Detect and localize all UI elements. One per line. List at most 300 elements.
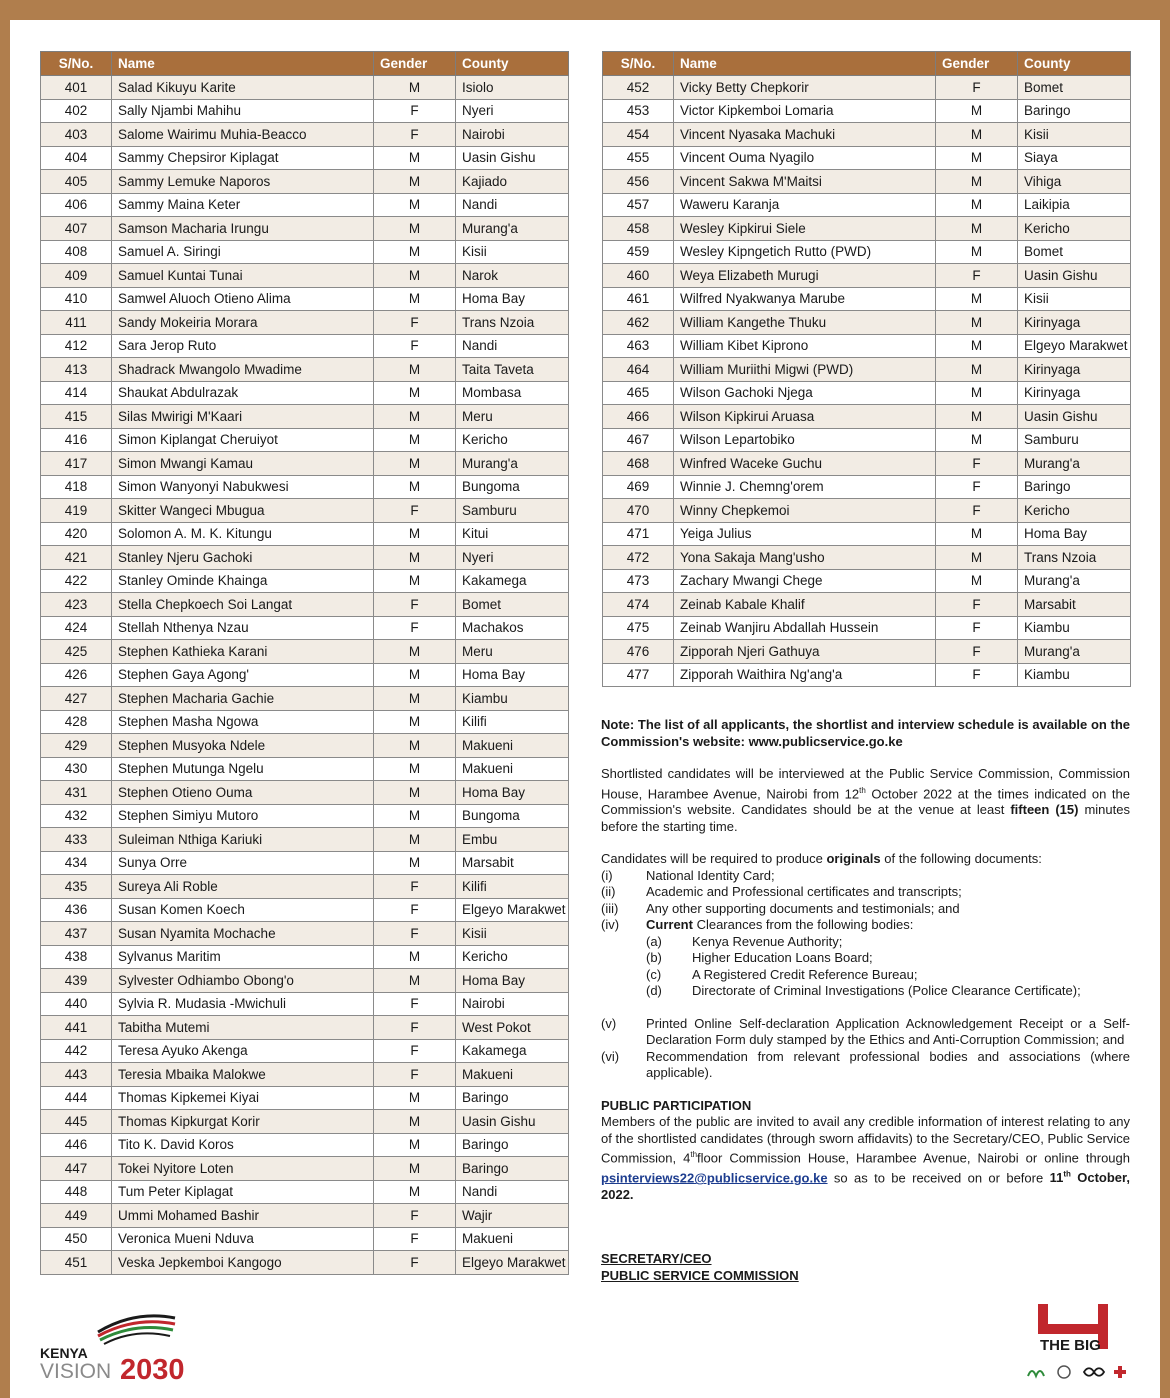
table-row: [41, 1063, 569, 1087]
cell-sno: 450: [41, 1227, 112, 1251]
cell-gender: M: [374, 687, 456, 711]
cell-county: Kitui: [456, 522, 569, 546]
interview-sup: th: [859, 785, 866, 795]
interview-bold: fifteen (15): [1010, 802, 1079, 818]
cell-name: Susan Nyamita Mochache: [112, 922, 374, 946]
cell-county: Kirinyaga: [1018, 381, 1131, 405]
cell-county: Uasin Gishu: [456, 1110, 569, 1134]
cell-sno: 413: [41, 358, 112, 382]
cell-gender: M: [936, 358, 1018, 382]
cell-name: Wilson Lepartobiko: [674, 428, 936, 452]
cell-name: Samuel A. Siringi: [112, 240, 374, 264]
cell-name: Wilson Kipkirui Aruasa: [674, 405, 936, 429]
doc-text: Academic and Professional certificates and transcripts;: [646, 884, 962, 900]
cell-county: Homa Bay: [456, 781, 569, 805]
pp-text: Members of the public are invited to avail any credible information of interest relating to any of the shortlisted candidates (through sworn affidavits) to the Secretary/CEO, Public Service Commission, 4: [601, 1114, 1130, 1166]
cell-gender: M: [374, 240, 456, 264]
cell-gender: M: [374, 546, 456, 570]
table-row: [41, 358, 569, 382]
cell-sno: 458: [603, 217, 674, 241]
leaf-icon: [1028, 1371, 1044, 1376]
cell-county: Nairobi: [456, 123, 569, 147]
cell-county: Kisii: [456, 922, 569, 946]
cell-name: Stephen Simiyu Mutoro: [112, 804, 374, 828]
shortlist-table-left: [40, 51, 569, 1275]
cell-name: Suleiman Nthiga Kariuki: [112, 828, 374, 852]
cell-name: Sammy Lemuke Naporos: [112, 170, 374, 194]
table-row: [41, 1204, 569, 1228]
cell-sno: 411: [41, 311, 112, 335]
table-row: [41, 287, 569, 311]
pp-date: 11: [1049, 1170, 1064, 1186]
public-participation-paragraph: [601, 1114, 1130, 1203]
doc-item: [601, 1016, 1130, 1049]
cell-gender: F: [374, 1227, 456, 1251]
cell-county: West Pokot: [456, 1016, 569, 1040]
cell-name: Tito K. David Koros: [112, 1133, 374, 1157]
cell-sno: 454: [603, 123, 674, 147]
cell-name: Ummi Mohamed Bashir: [112, 1204, 374, 1228]
cell-sno: 462: [603, 311, 674, 335]
cell-gender: M: [374, 757, 456, 781]
cell-gender: F: [936, 264, 1018, 288]
doc-text: Printed Online Self-declaration Application Acknowledgement Receipt or a Self-Declaration Form duly stamped by the Ethics and Anti-Corruption Commission; and: [646, 1015, 1130, 1048]
cell-gender: M: [374, 1157, 456, 1181]
doc-number: (iv): [601, 917, 620, 933]
cell-county: Trans Nzoia: [456, 311, 569, 335]
cell-name: Wilfred Nyakwanya Marube: [674, 287, 936, 311]
cell-sno: 434: [41, 851, 112, 875]
cell-sno: 461: [603, 287, 674, 311]
cell-name: Wilson Gachoki Njega: [674, 381, 936, 405]
table-row: [41, 851, 569, 875]
cell-sno: 414: [41, 381, 112, 405]
docs-text: Candidates will be required to produce: [601, 851, 827, 867]
table-row: [603, 499, 1131, 523]
documents-list: [601, 868, 1130, 1082]
cell-county: Elgeyo Marakwet: [456, 898, 569, 922]
cell-gender: F: [374, 334, 456, 358]
cell-gender: F: [374, 1016, 456, 1040]
cell-name: Stephen Otieno Ouma: [112, 781, 374, 805]
cell-name: Veronica Mueni Nduva: [112, 1227, 374, 1251]
table-row: [603, 217, 1131, 241]
cell-sno: 427: [41, 687, 112, 711]
doc-item: [601, 1049, 1130, 1082]
cell-county: Trans Nzoia: [1018, 546, 1131, 570]
cell-gender: F: [936, 640, 1018, 664]
cell-sno: 418: [41, 475, 112, 499]
cell-gender: M: [374, 1086, 456, 1110]
cell-gender: M: [374, 1133, 456, 1157]
cell-county: Kakamega: [456, 1039, 569, 1063]
cell-sno: 457: [603, 193, 674, 217]
cell-county: Kericho: [456, 428, 569, 452]
cell-gender: M: [374, 945, 456, 969]
cell-name: Samson Macharia Irungu: [112, 217, 374, 241]
cell-name: Tokei Nyitore Loten: [112, 1157, 374, 1181]
cell-gender: M: [936, 123, 1018, 147]
cell-county: Machakos: [456, 616, 569, 640]
cell-name: Teresa Ayuko Akenga: [112, 1039, 374, 1063]
cell-name: Sylvia R. Mudasia -Mwichuli: [112, 992, 374, 1016]
cell-name: Stephen Masha Ngowa: [112, 710, 374, 734]
cell-name: Yeiga Julius: [674, 522, 936, 546]
website-note: Note: The list of all applicants, the shortlist and interview schedule is available on the Commission's website: www.publicservice.go.ke: [601, 717, 1130, 749]
cell-gender: M: [374, 76, 456, 100]
table-row: [41, 640, 569, 664]
subdoc-letter: (c): [646, 966, 662, 982]
cell-name: Winfred Waceke Guchu: [674, 452, 936, 476]
cell-gender: M: [374, 264, 456, 288]
cell-county: Kiambu: [1018, 616, 1131, 640]
table-row: [41, 405, 569, 429]
cell-county: Kericho: [456, 945, 569, 969]
cell-county: Murang'a: [1018, 452, 1131, 476]
doc-number: (iii): [601, 900, 619, 916]
cell-county: Murang'a: [1018, 569, 1131, 593]
table-row: [41, 76, 569, 100]
cell-sno: 428: [41, 710, 112, 734]
table-row: [603, 381, 1131, 405]
cell-gender: F: [936, 663, 1018, 687]
interview-text: minutes before the starting time.: [601, 802, 1130, 834]
cell-gender: M: [374, 663, 456, 687]
cell-name: Veska Jepkemboi Kangogo: [112, 1251, 374, 1275]
cell-sno: 405: [41, 170, 112, 194]
cell-sno: 475: [603, 616, 674, 640]
cell-county: Uasin Gishu: [456, 146, 569, 170]
cell-county: Kisii: [1018, 287, 1131, 311]
cell-gender: M: [374, 475, 456, 499]
header-name: Name: [112, 52, 374, 76]
cell-county: Marsabit: [1018, 593, 1131, 617]
cell-county: Kilifi: [456, 710, 569, 734]
table-row: [41, 663, 569, 687]
table-row: [41, 1227, 569, 1251]
cell-sno: 420: [41, 522, 112, 546]
cell-county: Meru: [456, 640, 569, 664]
cell-name: Winny Chepkemoi: [674, 499, 936, 523]
cell-name: Zeinab Kabale Khalif: [674, 593, 936, 617]
big4-text: THE BIG: [1040, 1337, 1101, 1354]
cell-gender: F: [936, 76, 1018, 100]
cell-gender: M: [936, 569, 1018, 593]
table-row: [41, 1180, 569, 1204]
cell-name: William Kangethe Thuku: [674, 311, 936, 335]
cell-name: Winnie J. Chemng'orem: [674, 475, 936, 499]
docs-text: of the following documents:: [880, 851, 1042, 867]
cell-gender: F: [374, 992, 456, 1016]
cell-county: Elgeyo Marakwet: [456, 1251, 569, 1275]
cell-sno: 471: [603, 522, 674, 546]
cell-gender: F: [936, 593, 1018, 617]
table-row: [41, 922, 569, 946]
interview-text: October 2022 at the times indicated on the Commission's website. Candidates should be at the venue at least: [601, 785, 1130, 818]
cell-gender: F: [374, 311, 456, 335]
cell-county: Narok: [456, 264, 569, 288]
cell-sno: 415: [41, 405, 112, 429]
table-row: [603, 569, 1131, 593]
cell-sno: 446: [41, 1133, 112, 1157]
cell-county: Kericho: [1018, 217, 1131, 241]
cell-sno: 448: [41, 1180, 112, 1204]
cell-sno: 436: [41, 898, 112, 922]
subdoc-item: [601, 967, 1130, 984]
cell-county: Kirinyaga: [1018, 311, 1131, 335]
cell-gender: F: [374, 123, 456, 147]
cell-name: Stephen Macharia Gachie: [112, 687, 374, 711]
pp-text: floor Commission House, Harambee Avenue, Nairobi or online through: [697, 1150, 1130, 1166]
cell-gender: M: [936, 405, 1018, 429]
cell-county: Elgeyo Marakwet: [1018, 334, 1131, 358]
cell-county: Kisii: [456, 240, 569, 264]
cell-name: Stephen Gaya Agong': [112, 663, 374, 687]
cell-gender: M: [374, 428, 456, 452]
cell-county: Kajiado: [456, 170, 569, 194]
table-row: [41, 1157, 569, 1181]
cell-sno: 474: [603, 593, 674, 617]
cell-sno: 466: [603, 405, 674, 429]
cell-gender: M: [936, 287, 1018, 311]
cell-name: Sandy Mokeiria Morara: [112, 311, 374, 335]
cell-sno: 443: [41, 1063, 112, 1087]
cell-name: Samuel Kuntai Tunai: [112, 264, 374, 288]
table-row: [603, 546, 1131, 570]
table-row: [41, 1039, 569, 1063]
table-row: [41, 522, 569, 546]
cell-sno: 430: [41, 757, 112, 781]
cell-sno: 410: [41, 287, 112, 311]
table-row: [603, 428, 1131, 452]
kenya-vision-2030-logo: [40, 1310, 210, 1390]
doc-text: National Identity Card;: [646, 867, 775, 883]
cell-sno: 407: [41, 217, 112, 241]
cell-county: Baringo: [1018, 475, 1131, 499]
cell-county: Bomet: [1018, 76, 1131, 100]
cell-name: Salome Wairimu Muhia-Beacco: [112, 123, 374, 147]
cell-name: Samwel Aluoch Otieno Alima: [112, 287, 374, 311]
table-header-row: [603, 52, 1131, 76]
cell-gender: M: [936, 193, 1018, 217]
cell-county: Uasin Gishu: [1018, 405, 1131, 429]
cell-county: Nairobi: [456, 992, 569, 1016]
cell-sno: 456: [603, 170, 674, 194]
table-row: [41, 1251, 569, 1275]
cell-county: Uasin Gishu: [1018, 264, 1131, 288]
subdoc-letter: (a): [646, 933, 662, 949]
cell-county: Laikipia: [1018, 193, 1131, 217]
cell-gender: F: [936, 499, 1018, 523]
table-row: [603, 123, 1131, 147]
infinity-icon: [1084, 1368, 1104, 1376]
cell-name: Sureya Ali Roble: [112, 875, 374, 899]
cell-sno: 451: [41, 1251, 112, 1275]
table-row: [41, 99, 569, 123]
cell-name: Stanley Ominde Khainga: [112, 569, 374, 593]
cell-county: Kakamega: [456, 569, 569, 593]
cell-county: Meru: [456, 405, 569, 429]
cell-county: Nandi: [456, 193, 569, 217]
table-row: [41, 546, 569, 570]
table-row: [41, 616, 569, 640]
cell-gender: M: [936, 99, 1018, 123]
cell-county: Nandi: [456, 1180, 569, 1204]
cell-sno: 459: [603, 240, 674, 264]
cell-name: Shadrack Mwangolo Mwadime: [112, 358, 374, 382]
docs-bold: originals: [826, 851, 881, 867]
cell-sno: 469: [603, 475, 674, 499]
cell-county: Bungoma: [456, 475, 569, 499]
cell-name: Shaukat Abdulrazak: [112, 381, 374, 405]
table-row: [603, 76, 1131, 100]
cell-name: Sylvanus Maritim: [112, 945, 374, 969]
cell-name: Victor Kipkemboi Lomaria: [674, 99, 936, 123]
cell-gender: M: [374, 804, 456, 828]
cell-sno: 426: [41, 663, 112, 687]
cell-name: Sammy Chepsiror Kiplagat: [112, 146, 374, 170]
documents-intro: [601, 851, 1130, 868]
cell-gender: M: [374, 640, 456, 664]
cell-gender: M: [374, 217, 456, 241]
cell-gender: M: [374, 1110, 456, 1134]
table-row: [41, 781, 569, 805]
cell-name: Teresia Mbaika Malokwe: [112, 1063, 374, 1087]
subdoc-item: [601, 950, 1130, 967]
cell-sno: 423: [41, 593, 112, 617]
cell-county: Murang'a: [456, 452, 569, 476]
cell-county: Baringo: [1018, 99, 1131, 123]
cell-county: Nyeri: [456, 546, 569, 570]
cell-sno: 449: [41, 1204, 112, 1228]
cell-sno: 402: [41, 99, 112, 123]
cell-county: Bomet: [1018, 240, 1131, 264]
cell-county: Homa Bay: [1018, 522, 1131, 546]
cell-gender: M: [374, 170, 456, 194]
cell-county: Baringo: [456, 1157, 569, 1181]
header-gender: Gender: [936, 52, 1018, 76]
cell-gender: F: [374, 593, 456, 617]
cell-county: Wajir: [456, 1204, 569, 1228]
header-sno: S/No.: [603, 52, 674, 76]
cell-sno: 429: [41, 734, 112, 758]
public-participation-heading: PUBLIC PARTICIPATION: [601, 1097, 752, 1113]
vision-text: VISION: [40, 1360, 112, 1383]
cell-gender: F: [374, 1251, 456, 1275]
signature-title: SECRETARY/CEO: [601, 1251, 712, 1267]
cell-sno: 453: [603, 99, 674, 123]
cell-sno: 477: [603, 663, 674, 687]
cell-county: Homa Bay: [456, 663, 569, 687]
cell-name: Silas Mwirigi M'Kaari: [112, 405, 374, 429]
cell-county: Mombasa: [456, 381, 569, 405]
table-row: [41, 569, 569, 593]
cell-gender: M: [936, 311, 1018, 335]
table-header-row: [41, 52, 569, 76]
table-row: [41, 875, 569, 899]
doc-item: [601, 917, 1130, 934]
cell-name: Stellah Nthenya Nzau: [112, 616, 374, 640]
cell-county: Murang'a: [456, 217, 569, 241]
cell-gender: M: [936, 522, 1018, 546]
cell-gender: F: [374, 1204, 456, 1228]
cell-name: Vicky Betty Chepkorir: [674, 76, 936, 100]
cell-sno: 412: [41, 334, 112, 358]
cell-name: Thomas Kipkurgat Korir: [112, 1110, 374, 1134]
pp-sup: th: [690, 1150, 698, 1160]
cell-sno: 408: [41, 240, 112, 264]
cell-sno: 464: [603, 358, 674, 382]
cell-county: Baringo: [456, 1133, 569, 1157]
email-link[interactable]: psinterviews22@publicservice.go.ke: [601, 1170, 828, 1186]
doc-number: (i): [601, 867, 613, 883]
cell-sno: 444: [41, 1086, 112, 1110]
table-row: [603, 99, 1131, 123]
cell-gender: F: [374, 922, 456, 946]
cell-sno: 447: [41, 1157, 112, 1181]
table-row: [41, 992, 569, 1016]
cell-county: Baringo: [456, 1086, 569, 1110]
cell-gender: F: [936, 616, 1018, 640]
table-row: [603, 264, 1131, 288]
cell-name: Zipporah Waithira Ng'ang'a: [674, 663, 936, 687]
cell-county: Embu: [456, 828, 569, 852]
cell-sno: 438: [41, 945, 112, 969]
cell-county: Samburu: [1018, 428, 1131, 452]
cell-gender: F: [374, 875, 456, 899]
cell-name: Sally Njambi Mahihu: [112, 99, 374, 123]
doc-item: [601, 868, 1130, 885]
table-row: [41, 1086, 569, 1110]
table-row: [41, 217, 569, 241]
table-row: [41, 146, 569, 170]
subdoc-item: [601, 934, 1130, 951]
cell-sno: 401: [41, 76, 112, 100]
cell-gender: F: [936, 452, 1018, 476]
subdoc-item: [601, 983, 1130, 1000]
interview-text: Shortlisted candidates will be interviewed at the Public Service Commission, Commission House, Harambee Avenue, Nairobi from 12: [601, 766, 1130, 801]
cell-sno: 404: [41, 146, 112, 170]
cell-county: Murang'a: [1018, 640, 1131, 664]
notes-section: [601, 717, 1130, 1284]
header-sno: S/No.: [41, 52, 112, 76]
cell-sno: 463: [603, 334, 674, 358]
cell-name: Vincent Sakwa M'Maitsi: [674, 170, 936, 194]
cell-sno: 409: [41, 264, 112, 288]
cell-sno: 473: [603, 569, 674, 593]
cell-county: Makueni: [456, 1063, 569, 1087]
cell-name: Thomas Kipkemei Kiyai: [112, 1086, 374, 1110]
cell-gender: M: [936, 546, 1018, 570]
cell-gender: M: [936, 381, 1018, 405]
cell-sno: 472: [603, 546, 674, 570]
cell-sno: 406: [41, 193, 112, 217]
cell-gender: M: [936, 240, 1018, 264]
table-row: [41, 687, 569, 711]
header-county: County: [1018, 52, 1131, 76]
signature-organization: PUBLIC SERVICE COMMISSION: [601, 1267, 799, 1283]
cell-county: Taita Taveta: [456, 358, 569, 382]
kenya-text: KENYA: [40, 1345, 88, 1361]
cell-name: Stephen Mutunga Ngelu: [112, 757, 374, 781]
cell-name: Vincent Nyasaka Machuki: [674, 123, 936, 147]
cell-sno: 476: [603, 640, 674, 664]
cell-sno: 422: [41, 569, 112, 593]
cell-sno: 417: [41, 452, 112, 476]
table-row: [41, 311, 569, 335]
cell-name: Stephen Kathieka Karani: [112, 640, 374, 664]
pp-date-sup: th: [1063, 1170, 1071, 1180]
